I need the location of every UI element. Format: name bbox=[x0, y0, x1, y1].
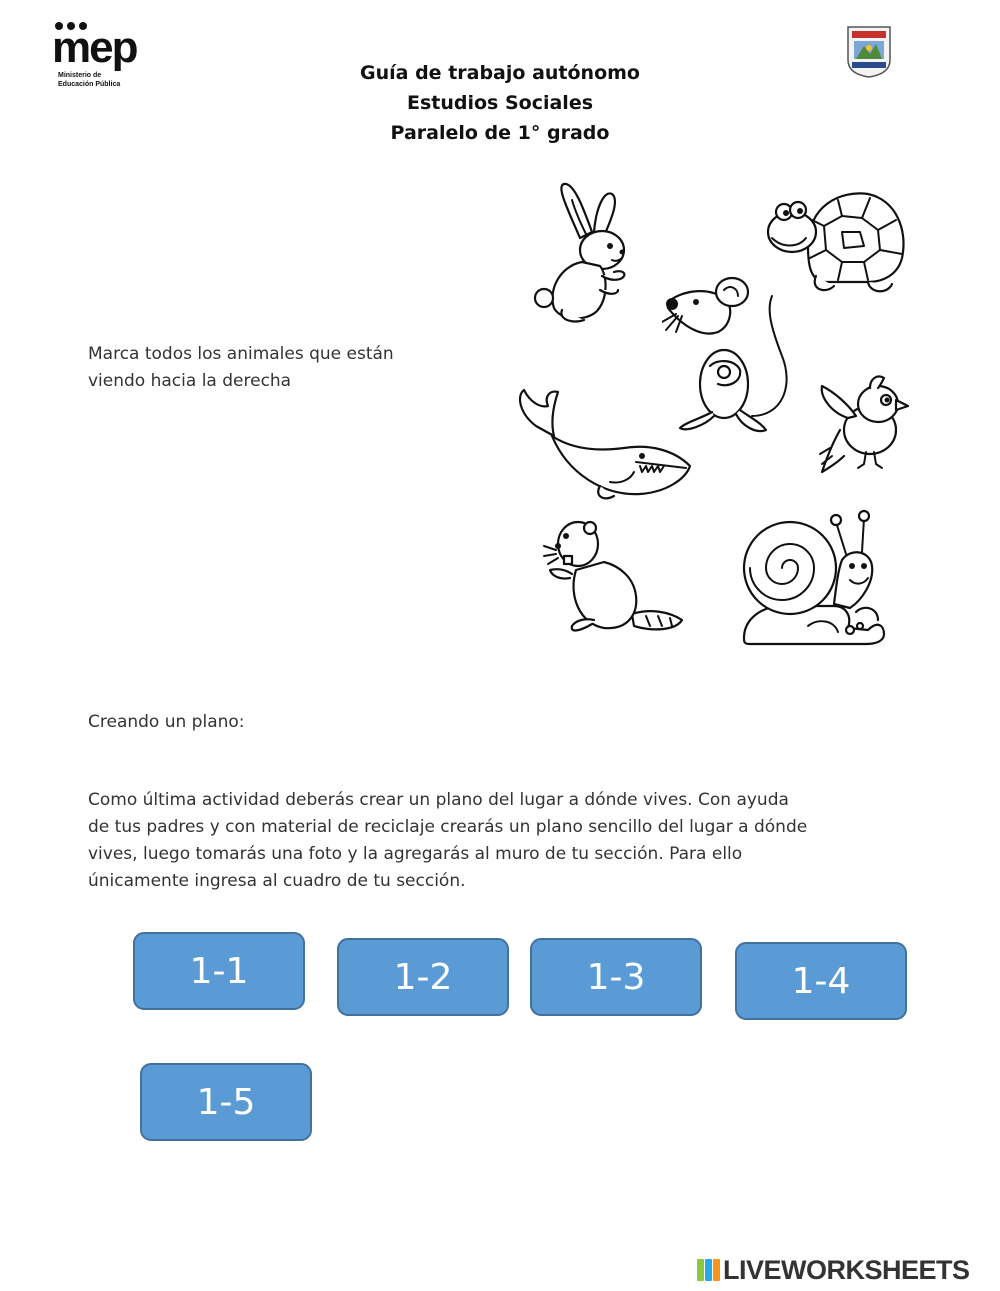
paragraph-line: Como última actividad deberás crear un plano del lugar a dónde vives. Con ayuda bbox=[88, 790, 789, 810]
section-button-1-3[interactable]: 1-3 bbox=[530, 938, 702, 1016]
logo-subtitle-line: Educación Pública bbox=[58, 81, 121, 88]
rabbit-icon[interactable] bbox=[522, 180, 632, 325]
section-heading: Creando un plano: bbox=[88, 712, 245, 732]
logo-wordmark: mep bbox=[52, 23, 137, 72]
school-crest-icon bbox=[846, 24, 892, 78]
beaver-icon[interactable] bbox=[542, 516, 688, 640]
bird-icon[interactable] bbox=[812, 372, 912, 478]
section-button-1-1[interactable]: 1-1 bbox=[133, 932, 305, 1010]
activity-instruction bbox=[88, 341, 448, 395]
title-line-1: Guía de trabajo autónomo bbox=[360, 62, 640, 84]
brand-name: LIVEWORKSHEETS bbox=[723, 1255, 970, 1285]
liveworksheets-brand bbox=[697, 1254, 997, 1286]
logo-subtitle-line: Ministerio de bbox=[58, 72, 102, 79]
activity-paragraph bbox=[88, 787, 918, 895]
section-button-1-5[interactable]: 1-5 bbox=[140, 1063, 312, 1141]
snail-icon[interactable] bbox=[738, 508, 888, 646]
whale-icon[interactable] bbox=[514, 386, 692, 504]
instruction-line: viendo hacia la derecha bbox=[88, 371, 292, 391]
title-line-2: Estudios Sociales bbox=[406, 92, 594, 114]
paragraph-line: de tus padres y con material de reciclaje crearás un plano sencillo del lugar a dónde bbox=[88, 817, 808, 837]
title-line-3: Paralelo de 1° grado bbox=[390, 122, 610, 144]
section-button-1-4[interactable]: 1-4 bbox=[735, 942, 907, 1020]
instruction-line: Marca todos los animales que están bbox=[88, 344, 394, 364]
paragraph-line: vives, luego tomarás una foto y la agregarás al muro de tu sección. Para ello bbox=[88, 844, 743, 864]
paragraph-line: únicamente ingresa al cuadro de tu sección. bbox=[88, 871, 466, 891]
section-button-1-2[interactable]: 1-2 bbox=[337, 938, 509, 1016]
liveworksheets-logo-icon bbox=[697, 1259, 721, 1281]
